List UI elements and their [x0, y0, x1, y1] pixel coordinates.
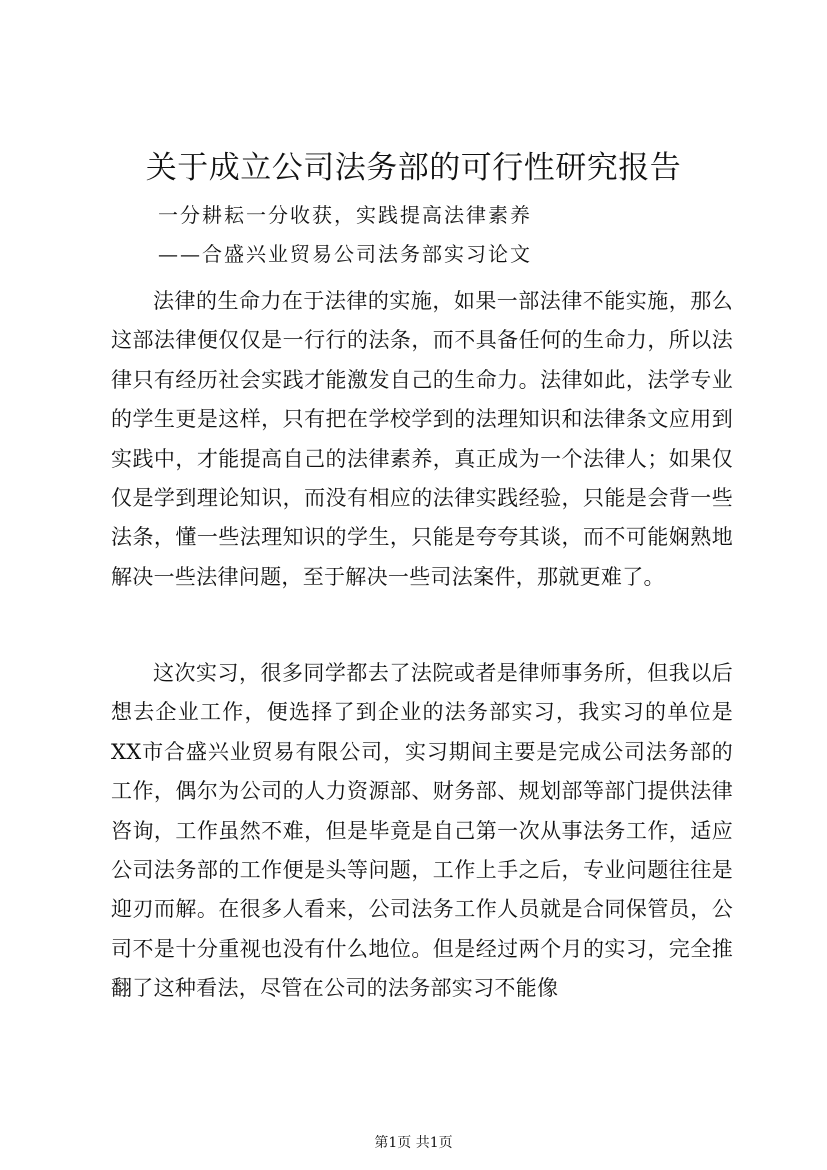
body-paragraph: 法律的生命力在于法律的实施，如果一部法律不能实施，那么这部法律便仅仅是一行行的法条，而不具备任何的生命力，所以法律只有经历社会实践才能激发自己的生命力。法律如此，法学专业的学生更是这样，只有把在学校学到的法理知识和法律条文应用到实践中，才能提高自己的法律素养，真正成为一个法律人；如果仅仅是学到理论知识，而没有相应的法律实践经验，只能是会背一些法条，懂一些法理知识的学生，只能是夸夸其谈，而不可能娴熟地解决一些法律问题，至于解决一些司法案件，那就更难了。	[111, 289, 733, 589]
body-paragraph: 这次实习，很多同学都去了法院或者是律师事务所，但我以后想去企业工作，便选择了到企业的法务部实习，我实习的单位是XX市合盛兴业贸易有限公司，实习期间主要是完成公司法务部的工作，偶尔为公司的人力资源部、财务部、规划部等部门提供法律咨询，工作虽然不难，但是毕竟是自己第一次从事法务工作，适应公司法务部的工作便是头等问题，工作上手之后，专业问题往往是迎刃而解。在很多人看来，公司法务工作人员就是合同保管员，公司不是十分重视也没有什么地位。但是经过两个月的实习，完全推翻了这种看法，尽管在公司的法务部实习不能像	[111, 661, 733, 1001]
document-title: 关于成立公司法务部的可行性研究报告	[145, 150, 682, 186]
document-subtitle: 一分耕耘一分收获，实践提高法律素养	[158, 203, 532, 227]
page-footer: 第1页 共1页	[374, 1135, 453, 1151]
document-subtitle-byline: ——合盛兴业贸易公司法务部实习论文	[158, 242, 532, 266]
